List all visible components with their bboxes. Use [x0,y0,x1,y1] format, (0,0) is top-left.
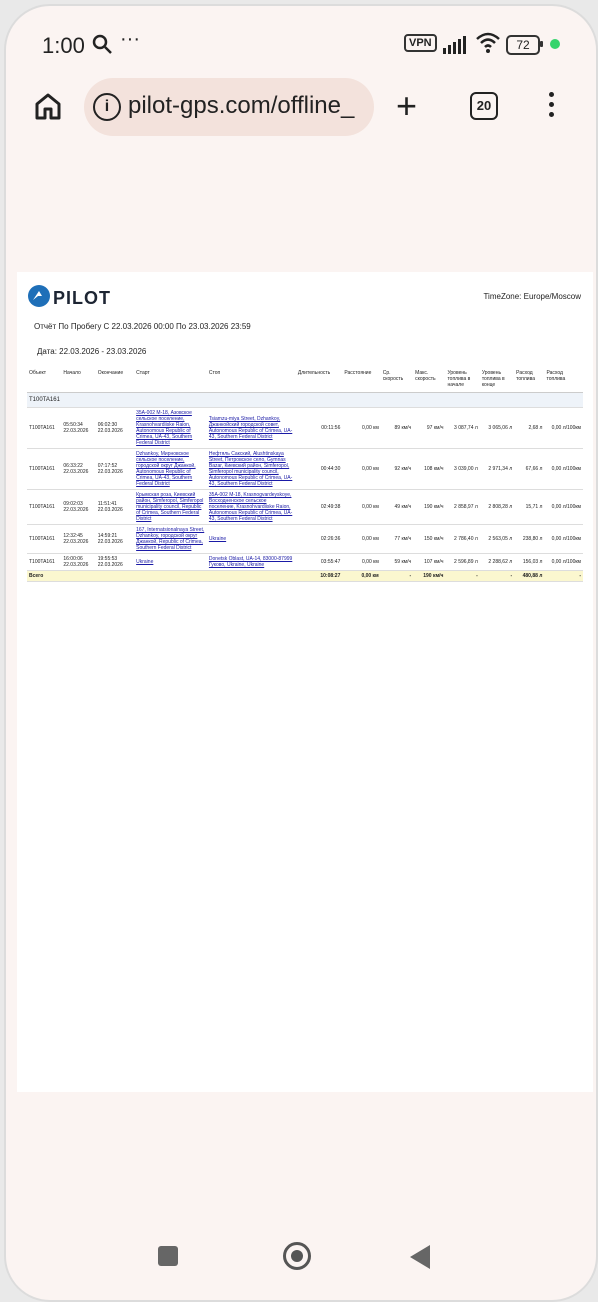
cell-max-speed: 150 км/ч [413,525,445,554]
col-end-time: Окончание [96,368,134,393]
report-page [17,272,593,1092]
table-row [27,449,583,490]
status-time: 1:00 [42,33,85,58]
cell-start-place[interactable]: Dzhankoy, Мирновское сельское поселение, городской округ Джанкой, Autonomous Republic of Crimea, UA-43, Southern Federal District [134,449,207,490]
total-fuel-rate: - [544,571,583,582]
table-row [27,554,583,571]
cell-avg-speed: 92 км/ч [381,449,413,490]
cell-duration: 03:55:47 [296,554,343,571]
brand-name: PILOT [53,288,111,308]
cell-fuel-use: 67,66 л [514,449,544,490]
cell-object: T100TA161 [27,554,61,571]
cell-fuel-end: 3 065,06 л [480,408,514,449]
cell-avg-speed: 89 км/ч [381,408,413,449]
col-duration: Длительность [296,368,343,393]
cell-distance: 0,00 км [342,408,380,449]
cell-end-time: 11:51:41 22.03.2026 [96,490,134,525]
cell-fuel-use: 15,71 л [514,490,544,525]
table-row [27,525,583,554]
report-date-range: Дата: 22.03.2026 - 23.03.2026 [37,347,147,356]
col-fuel-rate: Расход топлива [544,368,583,393]
cell-duration: 00:44:30 [296,449,343,490]
privacy-dot [550,39,560,49]
cell-stop-place[interactable]: 35A-002 M-18, Krasnogvardeyskoye, Восходненское сельское поселение, Krasnohvardiiske Raion, Autonomous Republic of Crimea, UA-43, Southern Federal District [207,490,296,525]
cell-avg-speed: 59 км/ч [381,554,413,571]
cell-start-place[interactable]: Ukraine [134,554,207,571]
cell-stop-place[interactable]: Ukraine [207,525,296,554]
cell-fuel-use: 238,80 л [514,525,544,554]
col-fuel-end: Уровень топлива в конце [480,368,514,393]
cell-object: T100TA161 [27,449,61,490]
col-avg-speed: Ср. скорость [381,368,413,393]
cell-distance: 0,00 км [342,554,380,571]
cell-max-speed: 190 км/ч [413,490,445,525]
cell-object: T100TA161 [27,408,61,449]
cell-fuel-end: 2 563,05 л [480,525,514,554]
total-row [27,571,583,582]
search-icon [92,34,114,56]
cell-end-time: 14:59:21 22.03.2026 [96,525,134,554]
battery-tip [540,41,543,47]
cell-start-place[interactable]: 35A-002 M-18, Азовское сельское поселение, Krasnohvardiiske Raion, Autonomous Republic of Crimea, UA-43, Southern Federal District [134,408,207,449]
cell-fuel-rate: 0,00 л/100км [544,449,583,490]
cell-start-time: 12:32:45 22.03.2026 [61,525,95,554]
back-button[interactable] [410,1245,430,1269]
total-max-speed: 190 км/ч [413,571,445,582]
wifi-icon [475,31,501,53]
timezone-label: TimeZone: Europe/Moscow [483,292,581,301]
cell-start-time: 05:50:34 22.03.2026 [61,408,95,449]
col-object: Объект [27,368,61,393]
cell-start-time: 09:02:03 22.03.2026 [61,490,95,525]
col-stop-place: Стоп [207,368,296,393]
cell-start-time: 06:33:22 22.03.2026 [61,449,95,490]
status-bar [6,6,596,82]
cell-duration: 02:26:36 [296,525,343,554]
cell-fuel-end: 2 288,62 л [480,554,514,571]
signal-icon [443,36,467,54]
cell-fuel-use: 2,68 л [514,408,544,449]
col-start-time: Начало [61,368,95,393]
table-row [27,408,583,449]
cell-fuel-end: 2 971,34 л [480,449,514,490]
home-nav-button[interactable] [283,1242,311,1270]
col-start-place: Старт [134,368,207,393]
report-title: Отчёт По Пробегу С 22.03.2026 00:00 По 23.03.2026 23:59 [34,322,251,331]
cell-fuel-rate: 0,00 л/100км [544,408,583,449]
cell-duration: 02:49:38 [296,490,343,525]
total-fuel-start: - [445,571,479,582]
cell-fuel-rate: 0,00 л/100км [544,554,583,571]
cell-start-place[interactable]: Крымская роза, Киевский район, Simferopol, Simferopol municipality council, Republic of Crimea, Southern Federal District [134,490,207,525]
cell-fuel-start: 2 786,40 л [445,525,479,554]
cell-duration: 00:11:56 [296,408,343,449]
cell-fuel-start: 2 858,97 л [445,490,479,525]
total-duration: 10:08:27 [296,571,343,582]
pilot-logo-icon [27,284,51,308]
url-text[interactable]: pilot-gps.com/offline_ [128,92,355,119]
cell-fuel-use: 156,03 л [514,554,544,571]
cell-distance: 0,00 км [342,525,380,554]
cell-distance: 0,00 км [342,490,380,525]
battery-icon: 72 [506,35,540,55]
home-icon[interactable] [32,90,64,122]
cell-object: T100TA161 [27,525,61,554]
total-avg-speed: - [381,571,413,582]
tab-switcher-button[interactable]: 20 [470,92,498,120]
cell-fuel-start: 3 039,00 л [445,449,479,490]
cell-max-speed: 107 км/ч [413,554,445,571]
vpn-badge: VPN [404,34,437,52]
site-info-icon[interactable]: i [93,93,121,121]
col-max-speed: Макс. скорость [413,368,445,393]
cell-max-speed: 108 км/ч [413,449,445,490]
group-label: T100TA161 [27,393,583,408]
address-bar[interactable] [84,78,374,136]
more-notifications-icon: ··· [120,28,140,50]
new-tab-button[interactable]: + [396,85,418,126]
cell-max-speed: 97 км/ч [413,408,445,449]
total-distance: 0,00 км [342,571,380,582]
total-label: Всего [27,571,296,582]
col-fuel-use: Расход топлива [514,368,544,393]
table-header [27,368,583,393]
col-fuel-start: Уровень топлива в начале [445,368,479,393]
total-fuel-use: 480,88 л [514,571,544,582]
cell-fuel-start: 3 087,74 л [445,408,479,449]
cell-fuel-end: 2 808,28 л [480,490,514,525]
total-fuel-end: - [480,571,514,582]
phone-screen [4,4,598,1302]
cell-start-time: 16:00:06 22.03.2026 [61,554,95,571]
cell-fuel-start: 2 596,89 л [445,554,479,571]
col-distance: Расстояние [342,368,380,393]
browser-toolbar [6,76,596,140]
mileage-table [27,368,583,582]
group-row [27,393,583,408]
cell-fuel-rate: 0,00 л/100км [544,490,583,525]
cell-start-place[interactable]: 167, Internatsionalnaya Street, Dzhankoy, городской округ Джанкой, Republic of Crimea, Southern Federal District [134,525,207,554]
table-row [27,490,583,525]
cell-end-time: 06:02:30 22.03.2026 [96,408,134,449]
cell-stop-place[interactable]: Tsiamzu-miya Street, Dzhankoy, Джанкойский городской совет, Autonomous Republic of Crimea, UA-43, Southern Federal District [207,408,296,449]
cell-stop-place[interactable]: Donetsk Oblast, UA-14, 83000-87999 Гуково, Ukraine, Ukraine [207,554,296,571]
cell-fuel-rate: 0,00 л/100км [544,525,583,554]
cell-avg-speed: 77 км/ч [381,525,413,554]
cell-avg-speed: 49 км/ч [381,490,413,525]
more-menu-icon[interactable] [546,92,556,122]
recents-button[interactable] [158,1246,178,1266]
cell-object: T100TA161 [27,490,61,525]
cell-distance: 0,00 км [342,449,380,490]
cell-stop-place[interactable]: Нефтяль Сакский, Alushtinskaya Street, Петровское село, Gymnas Bazar, Киевский район, Simferopol, Simferopol municipality council, Autonomous Republic of Crimea, UA-43, Southern Federal District [207,449,296,490]
cell-end-time: 19:55:53 22.03.2026 [96,554,134,571]
cell-end-time: 07:17:52 22.03.2026 [96,449,134,490]
